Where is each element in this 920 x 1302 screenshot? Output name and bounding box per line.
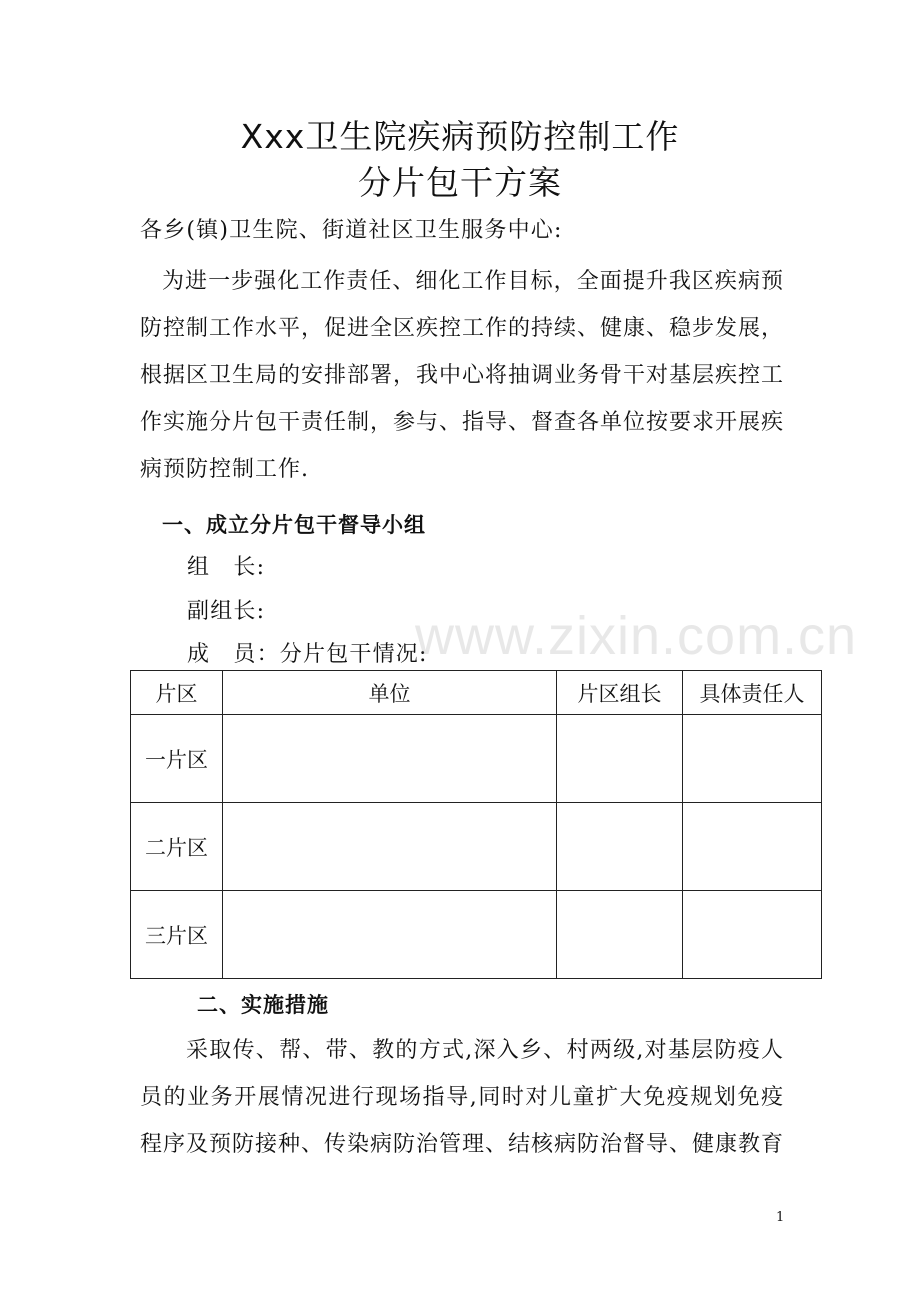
salutation: 各乡(镇)卫生院、街道社区卫生服务中心: [140, 218, 563, 243]
table-cell [557, 803, 683, 891]
group-leader-label: 组 长: [187, 555, 266, 580]
column-header: 片区 [131, 671, 223, 715]
table-cell: 二片区 [131, 803, 223, 891]
column-header: 片区组长 [557, 671, 683, 715]
table-cell: 一片区 [131, 715, 223, 803]
table-cell [683, 715, 822, 803]
table-cell [557, 715, 683, 803]
deputy-leader-label: 副组长: [187, 599, 266, 624]
table-cell [223, 803, 557, 891]
table-cell [557, 891, 683, 979]
column-header: 具体责任人 [683, 671, 822, 715]
table-cell [683, 891, 822, 979]
district-assignment-table [130, 670, 822, 979]
table-cell [223, 715, 557, 803]
document-title-line-2: 分片包干方案 [358, 163, 562, 202]
members-label: 成 员：分片包干情况: [187, 642, 428, 667]
intro-paragraph: 为进一步强化工作责任、细化工作目标，全面提升我区疾病预防控制工作水平，促进全区疾控工作的持续、健康、稳步发展，根据区卫生局的安排部署，我中心将抽调业务骨干对基层疾控工作实施分片包干责任制，参与、指导、督查各单位按要求开展疾病预防控制工作. [140, 269, 785, 482]
table-cell: 三片区 [131, 891, 223, 979]
table-cell [223, 891, 557, 979]
table-row [131, 891, 822, 979]
page-number: 1 [776, 1210, 785, 1225]
document-title-line-1: Xxx卫生院疾病预防控制工作 [240, 117, 680, 156]
section-1-heading: 一、成立分片包干督导小组 [162, 513, 426, 537]
table-row [131, 715, 822, 803]
watermark-text: www.zixin.com.cn [415, 606, 858, 666]
table-row [131, 803, 822, 891]
section-2-heading: 二、实施措施 [197, 993, 329, 1017]
table-cell [683, 803, 822, 891]
table-header-row [131, 671, 822, 715]
section-2-paragraph: 采取传、帮、带、教的方式,深入乡、村两级,对基层防疫人员的业务开展情况进行现场指导,同时对儿童扩大免疫规划免疫程序及预防接种、传染病防治管理、结核病防治督导、健康教育 [140, 1038, 785, 1157]
column-header: 单位 [223, 671, 557, 715]
